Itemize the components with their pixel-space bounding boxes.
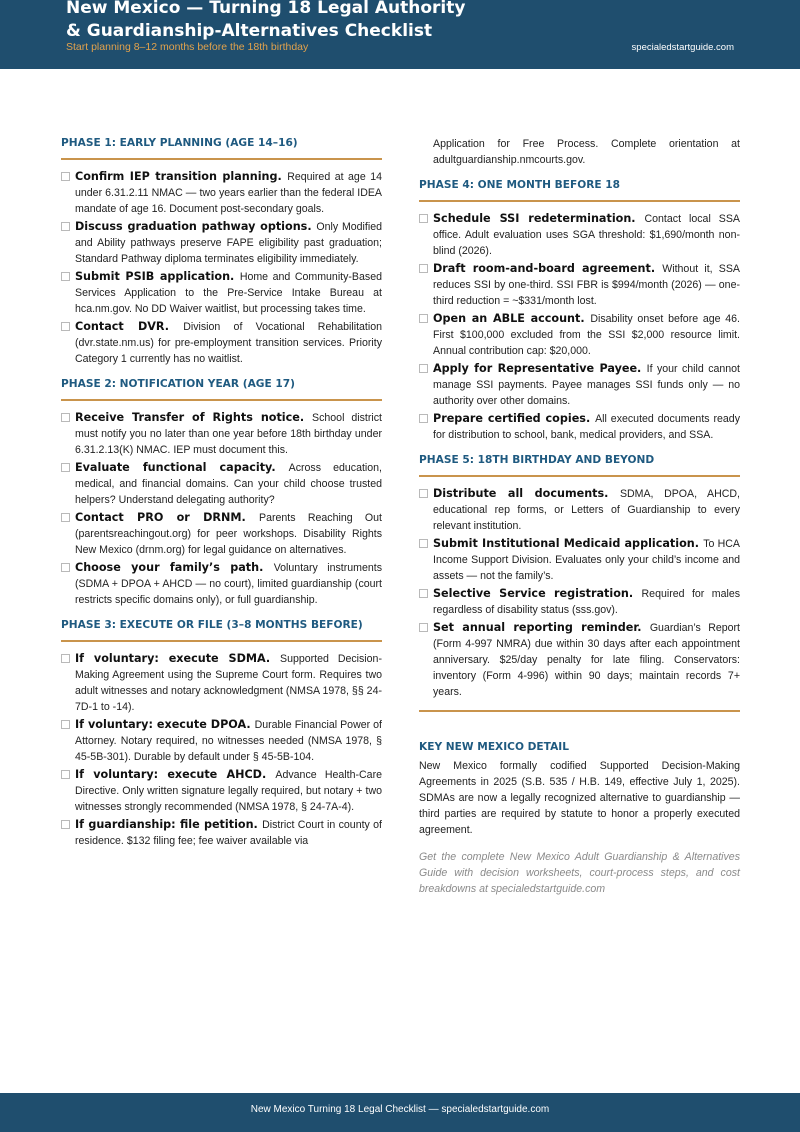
item-lead: Choose your family’s path. <box>75 561 274 574</box>
item-text: Home and Community-Based Services Application to the Pre-Service Intake Bureau at hca.nm.gov. No DD Waiver waitlist, but processing takes time. <box>75 271 382 315</box>
item-lead: Prepare certified copies. <box>433 412 596 425</box>
item-lead: Evaluate functional capacity. <box>75 461 289 474</box>
page-footer: New Mexico Turning 18 Legal Checklist — specialedstartguide.com <box>0 1093 800 1132</box>
key-detail-title: KEY NEW MEXICO DETAIL <box>419 741 569 753</box>
item-lead: Set annual reporting reminder. <box>433 621 650 634</box>
item-lead: Contact PRO or DRNM. <box>75 511 260 524</box>
item-lead: If voluntary: execute SDMA. <box>75 652 280 665</box>
item-text: SDMA, DPOA, AHCD, educational rep forms, or Letters of Guardianship to every relevant institution. <box>433 488 740 532</box>
item-lead: Confirm IEP transition planning. <box>75 170 288 183</box>
item-text: Contact local SSA office. Adult evaluation uses SGA threshold: $1,690/month non-blind (2026). <box>433 213 740 257</box>
item-text: To HCA Income Support Division. Evaluates only your child’s income and assets — not the family’s. <box>433 538 740 582</box>
page-subtitle: Start planning 8–12 months before the 18th birthday <box>66 41 309 53</box>
item-text: Required at age 14 under 6.31.2.11 NMAC — two years earlier than the federal IDEA mandate of age 16. Document post-secondary goals. <box>75 171 382 215</box>
item-text: Advance Health-Care Directive. Only written signature legally required, but notary + two witnesses strongly recommended (NMSA 1978, § 24-7A-4). <box>75 769 382 813</box>
checklist-item <box>61 651 382 715</box>
checkbox[interactable] <box>61 222 70 231</box>
page-title: New Mexico — Turning 18 Legal Authority & Guardianship-Alternatives Checklist <box>66 0 466 41</box>
item-text: Required for males regardless of disability status (sss.gov). <box>433 588 741 616</box>
checklist-item <box>61 510 382 558</box>
checkbox[interactable] <box>419 214 428 223</box>
checkbox[interactable] <box>61 272 70 281</box>
checklist-item <box>61 817 382 849</box>
item-continuation: Application for Free Process. Complete orientation at adultguardianship.nmcourts.gov. <box>433 138 740 166</box>
item-text: All executed documents ready for distribution to school, bank, medical providers, and SSA. <box>433 413 740 441</box>
item-text: Without it, SSA reduces SSI by one-third. SSI FBR is $994/month (2026) — one-third reduction = ~$331/month lost. <box>433 263 740 307</box>
item-text: Across education, medical, and financial domains. Can your child choose trusted helpers? Understand delegating authority? <box>75 462 382 506</box>
item-lead: Contact DVR. <box>75 320 184 333</box>
item-lead: Schedule SSI redetermination. <box>433 212 645 225</box>
checklist-item <box>61 560 382 608</box>
phase-divider <box>419 475 740 477</box>
checkbox[interactable] <box>419 589 428 598</box>
phase-divider <box>61 158 382 160</box>
item-text: Supported Decision-Making Agreement using the Supreme Court form. Requires two adult witnesses and notary acknowledgment (NMSA 1978, §§ 24-7D-1 to -14). <box>75 653 382 713</box>
checkbox[interactable] <box>61 322 70 331</box>
phase-divider <box>61 399 382 401</box>
item-text: Durable Financial Power of Attorney. Notary required, no witnesses needed (NMSA 1978, § 45-5B-301). Durable by default under § 45-5B-104. <box>75 719 382 763</box>
item-text: Disability onset before age 46. First $100,000 excluded from the SSI $2,000 resource limit. Annual contribution cap: $20,000. <box>433 313 740 357</box>
checklist-item <box>419 361 740 409</box>
checkbox[interactable] <box>61 720 70 729</box>
checklist-item <box>419 486 740 534</box>
item-lead: Draft room-and-board agreement. <box>433 262 663 275</box>
header-site-link[interactable]: specialedstartguide.com <box>631 42 734 53</box>
checklist-item <box>61 269 382 317</box>
left-column <box>61 136 382 851</box>
right-column <box>419 136 740 897</box>
checkbox[interactable] <box>61 820 70 829</box>
checklist-item <box>419 261 740 309</box>
item-lead: Open an ABLE account. <box>433 312 591 325</box>
checklist-item <box>419 411 740 443</box>
item-text: Only Modified and Ability pathways preserve FAPE eligibility past graduation; Standard Pathway diploma terminates eligibility immediately. <box>75 221 382 265</box>
item-lead: If voluntary: execute AHCD. <box>75 768 276 781</box>
checkbox[interactable] <box>419 414 428 423</box>
item-text: Parents Reaching Out (parentsreachingout.org) for peer workshops. Disability Rights New Mexico (drnm.org) for legal guidance on alternatives. <box>75 512 383 556</box>
item-lead: Discuss graduation pathway options. <box>75 220 317 233</box>
phase-4-title: PHASE 4: ONE MONTH BEFORE 18 <box>419 179 621 191</box>
item-lead: Submit PSIB application. <box>75 270 240 283</box>
phase-1-title: PHASE 1: EARLY PLANNING (AGE 14–16) <box>61 137 298 149</box>
phase-divider <box>61 640 382 642</box>
item-lead: If guardianship: file petition. <box>75 818 263 831</box>
item-text: School district must notify you no later than one year before 18th birthday under 6.31.2.13(K) NMAC. IEP must document this. <box>75 412 382 456</box>
item-lead: If voluntary: execute DPOA. <box>75 718 255 731</box>
checkbox[interactable] <box>61 563 70 572</box>
guide-promo-note: Get the complete New Mexico Adult Guardianship & Alternatives Guide with decision worksheets, court-process steps, and cost breakdowns at specialedstartguide.com <box>419 851 740 895</box>
key-divider <box>419 710 740 712</box>
item-text: If your child cannot manage SSI payments. Payee manages SSI funds only — no authority over other domains. <box>433 363 740 407</box>
checklist-item <box>61 460 382 508</box>
checkbox[interactable] <box>61 513 70 522</box>
item-lead: Selective Service registration. <box>433 587 642 600</box>
checkbox[interactable] <box>61 463 70 472</box>
checklist-item <box>419 536 740 584</box>
checklist-item <box>61 169 382 217</box>
checklist-item <box>61 219 382 267</box>
checkbox[interactable] <box>61 654 70 663</box>
checkbox[interactable] <box>61 770 70 779</box>
checkbox[interactable] <box>419 314 428 323</box>
page-header <box>0 0 800 69</box>
checklist-item <box>61 767 382 815</box>
item-lead: Submit Institutional Medicaid application. <box>433 537 704 550</box>
checklist-item <box>419 620 740 700</box>
checklist-item <box>61 410 382 458</box>
checkbox[interactable] <box>419 264 428 273</box>
checkbox[interactable] <box>419 364 428 373</box>
item-text: Voluntary instruments (SDMA + DPOA + AHCD — no court), limited guardianship (court restricts specific domains only), or full guardianship. <box>75 562 382 606</box>
checklist-item <box>419 211 740 259</box>
checkbox[interactable] <box>61 413 70 422</box>
checkbox[interactable] <box>419 623 428 632</box>
phase-2-title: PHASE 2: NOTIFICATION YEAR (AGE 17) <box>61 378 295 390</box>
checklist-item <box>419 311 740 359</box>
key-detail-body: New Mexico formally codified Supported Decision-Making Agreements in 2025 (S.B. 535 / H.B. 149, effective July 1, 2025). SDMAs are now a legally recognized alternative to guardianship — third parties are required by statute to honor a properly executed agreement. <box>419 760 740 836</box>
checklist-item <box>61 717 382 765</box>
phase-5-title: PHASE 5: 18TH BIRTHDAY AND BEYOND <box>419 454 655 466</box>
item-text: District Court in county of residence. $132 filing fee; fee waiver available via <box>75 819 382 847</box>
item-lead: Distribute all documents. <box>433 487 620 500</box>
checkbox[interactable] <box>61 172 70 181</box>
item-text: Guardian’s Report (Form 4-997 NMRA) due within 30 days after each appointment anniversary. $25/day penalty for late filing. Conservators: inventory (Form 4-996) within 90 days; maintain records 7+ years. <box>433 622 740 698</box>
phase-3-title: PHASE 3: EXECUTE OR FILE (3–8 MONTHS BEFORE) <box>61 619 363 631</box>
item-text: Division of Vocational Rehabilitation (dvr.state.nm.us) for pre-employment transition services. Priority Category 1 currently has no waitlist. <box>75 321 383 365</box>
checkbox[interactable] <box>419 489 428 498</box>
checkbox[interactable] <box>419 539 428 548</box>
checklist-item <box>61 319 382 367</box>
item-lead: Receive Transfer of Rights notice. <box>75 411 313 424</box>
phase-divider <box>419 200 740 202</box>
item-lead: Apply for Representative Payee. <box>433 362 647 375</box>
checklist-item <box>419 586 740 618</box>
